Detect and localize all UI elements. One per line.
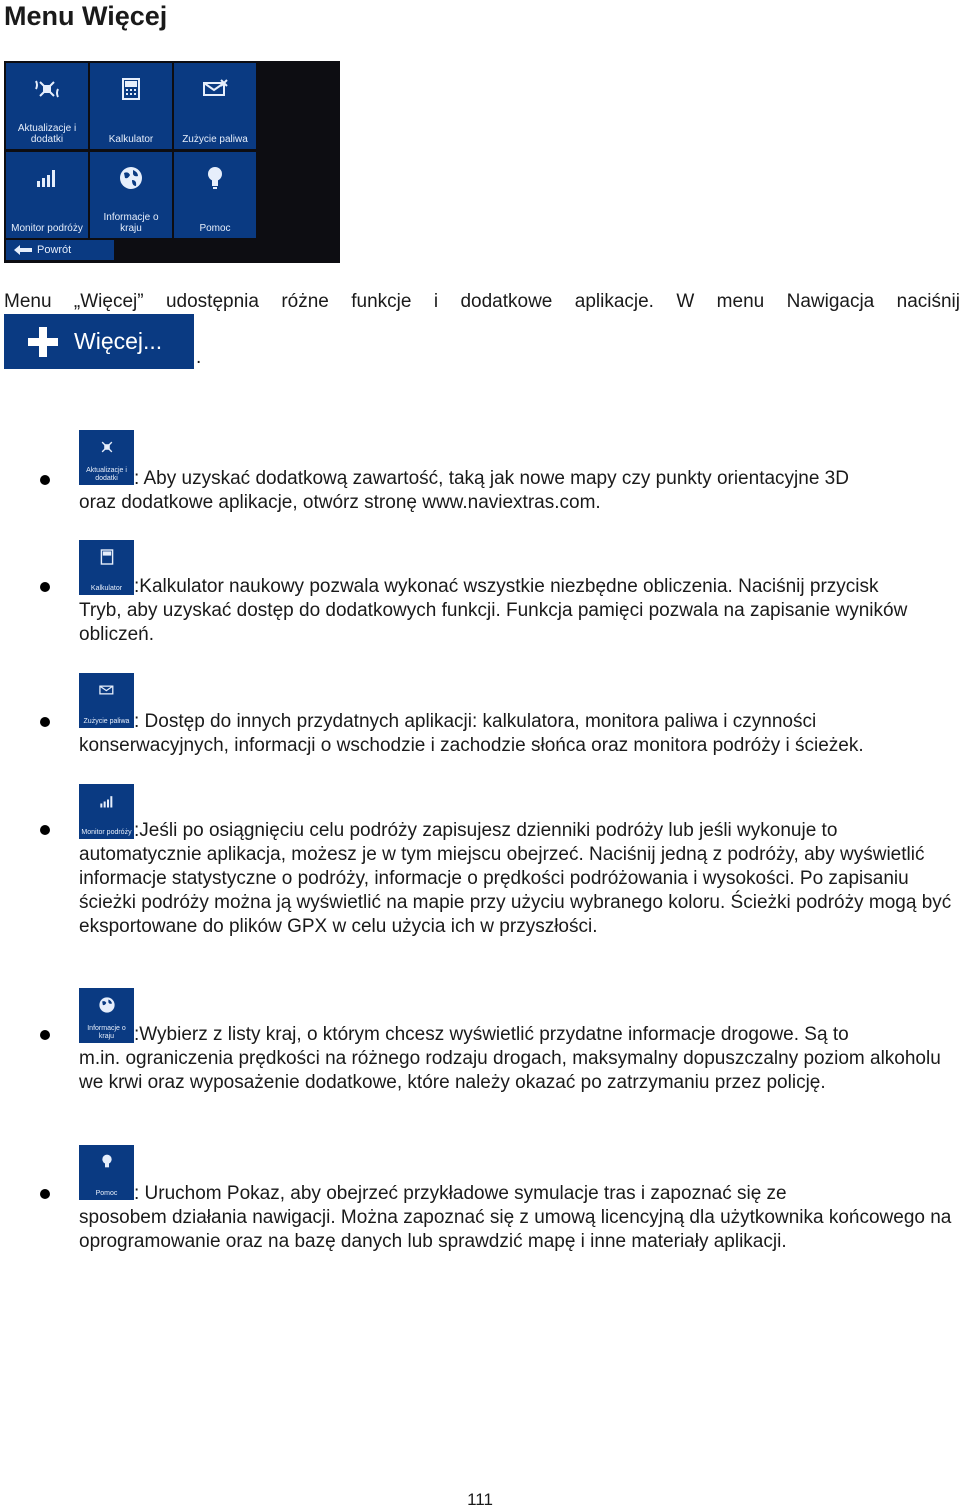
lightbulb-icon [101, 1153, 113, 1171]
intro-trailing: . [196, 347, 202, 368]
fuel-icon [201, 77, 229, 101]
icon-tile-label: Zużycie paliwa [83, 718, 130, 725]
satellite-icon [34, 76, 60, 102]
item-first-line: :Wybierz z listy kraj, o którym chcesz wyświetlić przydatne informacje drogowe. Są to [134, 1024, 849, 1045]
item-first-line: :Kalkulator naukowy pozwala wykonać wszystkie niezbędne obliczenia. Naciśnij przycisk [134, 576, 879, 597]
tile-label: Informacje o kraju [103, 212, 159, 234]
icon-tile-label: Monitor podróży [81, 829, 132, 836]
item-first-line: : Uruchom Pokaz, aby obejrzeć przykładowe symulacje tras i zapoznać się ze [134, 1183, 787, 1204]
item-text-updates [79, 467, 960, 515]
tile-label: Zużycie paliwa [182, 134, 248, 145]
item-first-line: : Aby uzyskać dodatkową zawartość, taką jak nowe mapy czy punkty orientacyjne 3D [134, 468, 849, 489]
item-rest: sposobem działania nawigacji. Można zapoznać się z umową licencyjną dla użytkownika końcowego na oprogramowanie oraz na bazę danych lub sprawdzić mapę i inne materiały aplikacji. [79, 1207, 952, 1252]
more-button[interactable] [4, 314, 194, 369]
item-text-help [79, 1182, 960, 1254]
item-text-trip-monitor [79, 819, 960, 939]
tile-updates[interactable] [6, 63, 88, 149]
bullet [40, 717, 50, 727]
tile-trip-monitor[interactable] [6, 152, 88, 238]
tile-calculator[interactable] [90, 63, 172, 149]
item-text-fuel [79, 710, 960, 758]
back-button[interactable] [6, 240, 114, 260]
item-text-country-info [79, 1023, 960, 1095]
more-button-label: Więcej... [74, 328, 163, 354]
page-number: 111 [467, 1490, 493, 1509]
calculator-icon [100, 548, 114, 566]
item-rest: Tryb, aby uzyskać dostęp do dodatkowych funkcji. Funkcja pamięci pozwala na zapisanie wyników obliczeń. [79, 600, 908, 645]
bar-chart-icon [35, 167, 59, 189]
satellite-icon [98, 438, 116, 456]
tile-label: Kalkulator [108, 134, 154, 145]
icon-tile-label: Aktualizacje i dodatki [86, 467, 127, 482]
icon-tile-label: Informacje o kraju [87, 1025, 126, 1040]
tile-label: Pomoc [199, 223, 231, 234]
item-rest: m.in. ograniczenia prędkości na różnego rodzaju drogach, maksymalny dopuszczalny poziom alkoholu we krwi oraz wyposażenie dodatkowe, które należy okazać po zatrzymaniu przez policję. [79, 1048, 941, 1093]
item-rest: automatycznie aplikacja, możesz je w tym miejscu obejrzeć. Naciśnij jedną z podróży, aby wyświetlić informacje statystyczne o podróży, informacje o prędkości podróżowania i wysokości. Po zapisaniu ścieżki podróży można ją wyświetlić na mapie przy użyciu wybranego koloru. Ścieżki podróży mogą być eksportowane do plików GPX w celu użycia ich w przyszłości. [79, 844, 952, 937]
item-first-line: : Dostęp do innych przydatnych aplikacji: kalkulatora, monitora paliwa i czynności [134, 711, 817, 732]
bullet [40, 1030, 50, 1040]
item-rest: oraz dodatkowe aplikacje, otwórz stronę www.naviextras.com. [79, 492, 601, 513]
tile-label: Monitor podróży [11, 223, 83, 234]
globe-icon [98, 996, 116, 1014]
bullet [40, 1189, 50, 1199]
globe-icon [118, 165, 144, 191]
item-rest: konserwacyjnych, informacji o wschodzie i zachodzie słońca oraz monitora podróży i ścieżek. [79, 735, 864, 756]
arrow-left-icon [14, 245, 32, 255]
tile-fuel[interactable] [174, 63, 256, 149]
bullet [40, 475, 50, 485]
bullet [40, 825, 50, 835]
back-label: Powrót [37, 244, 72, 256]
item-first-line: :Jeśli po osiągnięciu celu podróży zapisujesz dzienniki podróży lub jeśli wykonuje to [134, 820, 838, 841]
icon-tile-label: Pomoc [95, 1190, 118, 1197]
fuel-icon [98, 682, 116, 698]
bar-chart-icon [99, 794, 115, 809]
calculator-icon [121, 77, 141, 101]
lightbulb-icon [206, 165, 224, 191]
intro-text: Menu „Więcej” udostępnia różne funkcje i dodatkowe aplikacje. W menu Nawigacja naciśnij [4, 291, 960, 312]
page-title: Menu Więcej [4, 1, 168, 31]
plus-icon [28, 327, 58, 357]
icon-tile-label: Kalkulator [90, 585, 123, 592]
tile-help[interactable] [174, 152, 256, 238]
item-text-calculator [79, 575, 960, 647]
tile-country-info[interactable] [90, 152, 172, 238]
bullet [40, 582, 50, 592]
more-menu-screenshot [4, 61, 340, 263]
tile-label: Aktualizacje i dodatki [17, 123, 77, 145]
